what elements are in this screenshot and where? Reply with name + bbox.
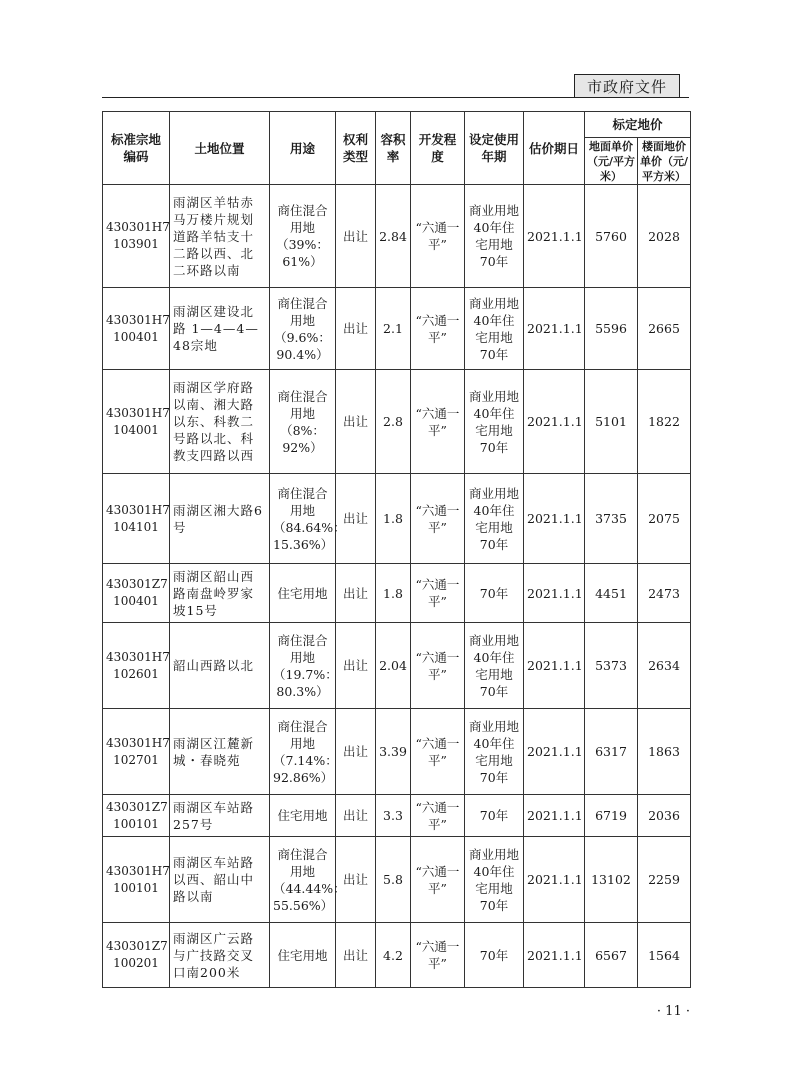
cell-floor-price: 2634 — [638, 623, 691, 709]
col-header-far: 容积率 — [376, 112, 411, 185]
cell-dev: “六通一平” — [411, 709, 465, 795]
cell-dev: “六通一平” — [411, 564, 465, 623]
cell-code: 430301H7 100101 — [103, 837, 170, 923]
cell-code: 430301H7 102601 — [103, 623, 170, 709]
cell-use: 商住混合用地（7.14%：92.86%） — [270, 709, 336, 795]
table-row — [103, 288, 691, 370]
cell-code: 430301Z7 100201 — [103, 923, 170, 988]
cell-date: 2021.1.1 — [524, 185, 585, 288]
cell-land-price: 3735 — [585, 474, 638, 564]
col-header-term: 设定使用年期 — [465, 112, 524, 185]
cell-dev: “六通一平” — [411, 837, 465, 923]
cell-rights: 出让 — [336, 288, 376, 370]
cell-term: 70年 — [465, 923, 524, 988]
cell-land-price: 5596 — [585, 288, 638, 370]
cell-code: 430301Z7 100401 — [103, 564, 170, 623]
cell-far: 4.2 — [376, 923, 411, 988]
cell-land-price: 5373 — [585, 623, 638, 709]
cell-dev: “六通一平” — [411, 623, 465, 709]
cell-location: 雨湖区车站路257号 — [170, 795, 270, 837]
cell-rights: 出让 — [336, 370, 376, 474]
cell-location: 雨湖区广云路与广技路交叉口南200米 — [170, 923, 270, 988]
cell-code: 430301H7 100401 — [103, 288, 170, 370]
cell-location: 雨湖区羊牯赤马万楼片规划道路羊牯支十二路以西、北二环路以南 — [170, 185, 270, 288]
cell-term: 商业用地40年住宅用地70年 — [465, 709, 524, 795]
table-row — [103, 623, 691, 709]
cell-code: 430301H7 102701 — [103, 709, 170, 795]
cell-rights: 出让 — [336, 474, 376, 564]
section-tag: 市政府文件 — [574, 74, 680, 98]
col-header-land-price: 地面单价（元/平方米） — [585, 138, 638, 185]
cell-code: 430301Z7 100101 — [103, 795, 170, 837]
table-row — [103, 837, 691, 923]
cell-dev: “六通一平” — [411, 185, 465, 288]
cell-use: 商住混合用地（8%：92%） — [270, 370, 336, 474]
cell-far: 3.3 — [376, 795, 411, 837]
cell-term: 商业用地40年住宅用地70年 — [465, 288, 524, 370]
cell-date: 2021.1.1 — [524, 288, 585, 370]
cell-rights: 出让 — [336, 185, 376, 288]
col-header-rights: 权利类型 — [336, 112, 376, 185]
cell-rights: 出让 — [336, 709, 376, 795]
cell-dev: “六通一平” — [411, 370, 465, 474]
cell-dev: “六通一平” — [411, 795, 465, 837]
cell-date: 2021.1.1 — [524, 474, 585, 564]
cell-location: 雨湖区建设北路 1—4—4—48宗地 — [170, 288, 270, 370]
cell-floor-price: 1863 — [638, 709, 691, 795]
cell-location: 雨湖区学府路以南、湘大路以东、科教二号路以北、科教支四路以西 — [170, 370, 270, 474]
cell-land-price: 6317 — [585, 709, 638, 795]
table-row — [103, 709, 691, 795]
cell-land-price: 5760 — [585, 185, 638, 288]
cell-use: 商住混合用地（9.6%：90.4%） — [270, 288, 336, 370]
table-row — [103, 474, 691, 564]
col-header-dev: 开发程度 — [411, 112, 465, 185]
col-header-price-group: 标定地价 — [585, 112, 691, 138]
cell-use: 住宅用地 — [270, 564, 336, 623]
table-row — [103, 795, 691, 837]
cell-far: 2.84 — [376, 185, 411, 288]
cell-use: 商住混合用地（84.64%：15.36%） — [270, 474, 336, 564]
cell-far: 2.04 — [376, 623, 411, 709]
cell-rights: 出让 — [336, 795, 376, 837]
cell-rights: 出让 — [336, 923, 376, 988]
cell-rights: 出让 — [336, 623, 376, 709]
cell-floor-price: 2259 — [638, 837, 691, 923]
cell-location: 韶山西路以北 — [170, 623, 270, 709]
cell-use: 商住混合用地（19.7%：80.3%） — [270, 623, 336, 709]
cell-far: 1.8 — [376, 564, 411, 623]
cell-floor-price: 2036 — [638, 795, 691, 837]
cell-rights: 出让 — [336, 564, 376, 623]
cell-far: 1.8 — [376, 474, 411, 564]
cell-floor-price: 1822 — [638, 370, 691, 474]
col-header-floor-price: 楼面地价单价（元/平方米） — [638, 138, 691, 185]
cell-use: 商住混合用地（39%：61%） — [270, 185, 336, 288]
cell-term: 商业用地40年住宅用地70年 — [465, 837, 524, 923]
cell-term: 70年 — [465, 564, 524, 623]
cell-land-price: 5101 — [585, 370, 638, 474]
cell-far: 3.39 — [376, 709, 411, 795]
cell-date: 2021.1.1 — [524, 795, 585, 837]
cell-land-price: 4451 — [585, 564, 638, 623]
col-header-date: 估价期日 — [524, 112, 585, 185]
cell-use: 住宅用地 — [270, 795, 336, 837]
cell-date: 2021.1.1 — [524, 564, 585, 623]
cell-floor-price: 2665 — [638, 288, 691, 370]
cell-land-price: 6567 — [585, 923, 638, 988]
cell-code: 430301H7 104101 — [103, 474, 170, 564]
cell-location: 雨湖区江麓新城・春晓苑 — [170, 709, 270, 795]
cell-far: 5.8 — [376, 837, 411, 923]
col-header-use: 用途 — [270, 112, 336, 185]
table-row — [103, 923, 691, 988]
table-row — [103, 564, 691, 623]
table-row — [103, 370, 691, 474]
cell-land-price: 6719 — [585, 795, 638, 837]
col-header-location: 土地位置 — [170, 112, 270, 185]
cell-location: 雨湖区韶山西路南盘岭罗家坡15号 — [170, 564, 270, 623]
cell-date: 2021.1.1 — [524, 837, 585, 923]
cell-far: 2.8 — [376, 370, 411, 474]
cell-floor-price: 2473 — [638, 564, 691, 623]
cell-dev: “六通一平” — [411, 474, 465, 564]
cell-location: 雨湖区湘大路6号 — [170, 474, 270, 564]
cell-use: 商住混合用地（44.44%：55.56%） — [270, 837, 336, 923]
cell-term: 商业用地40年住宅用地70年 — [465, 185, 524, 288]
cell-land-price: 13102 — [585, 837, 638, 923]
cell-date: 2021.1.1 — [524, 370, 585, 474]
cell-date: 2021.1.1 — [524, 623, 585, 709]
cell-code: 430301H7 103901 — [103, 185, 170, 288]
cell-term: 商业用地40年住宅用地70年 — [465, 370, 524, 474]
page-number: · 11 · — [656, 1004, 690, 1019]
cell-floor-price: 1564 — [638, 923, 691, 988]
cell-term: 70年 — [465, 795, 524, 837]
cell-use: 住宅用地 — [270, 923, 336, 988]
cell-rights: 出让 — [336, 837, 376, 923]
header-rule — [102, 97, 689, 98]
cell-floor-price: 2028 — [638, 185, 691, 288]
table-row — [103, 185, 691, 288]
header-row-1 — [103, 112, 691, 138]
land-price-table — [102, 111, 691, 988]
col-header-code: 标准宗地编码 — [103, 112, 170, 185]
cell-location: 雨湖区车站路以西、韶山中路以南 — [170, 837, 270, 923]
cell-date: 2021.1.1 — [524, 923, 585, 988]
cell-dev: “六通一平” — [411, 288, 465, 370]
cell-dev: “六通一平” — [411, 923, 465, 988]
cell-far: 2.1 — [376, 288, 411, 370]
cell-floor-price: 2075 — [638, 474, 691, 564]
cell-date: 2021.1.1 — [524, 709, 585, 795]
cell-term: 商业用地40年住宅用地70年 — [465, 623, 524, 709]
cell-code: 430301H7 104001 — [103, 370, 170, 474]
cell-term: 商业用地40年住宅用地70年 — [465, 474, 524, 564]
